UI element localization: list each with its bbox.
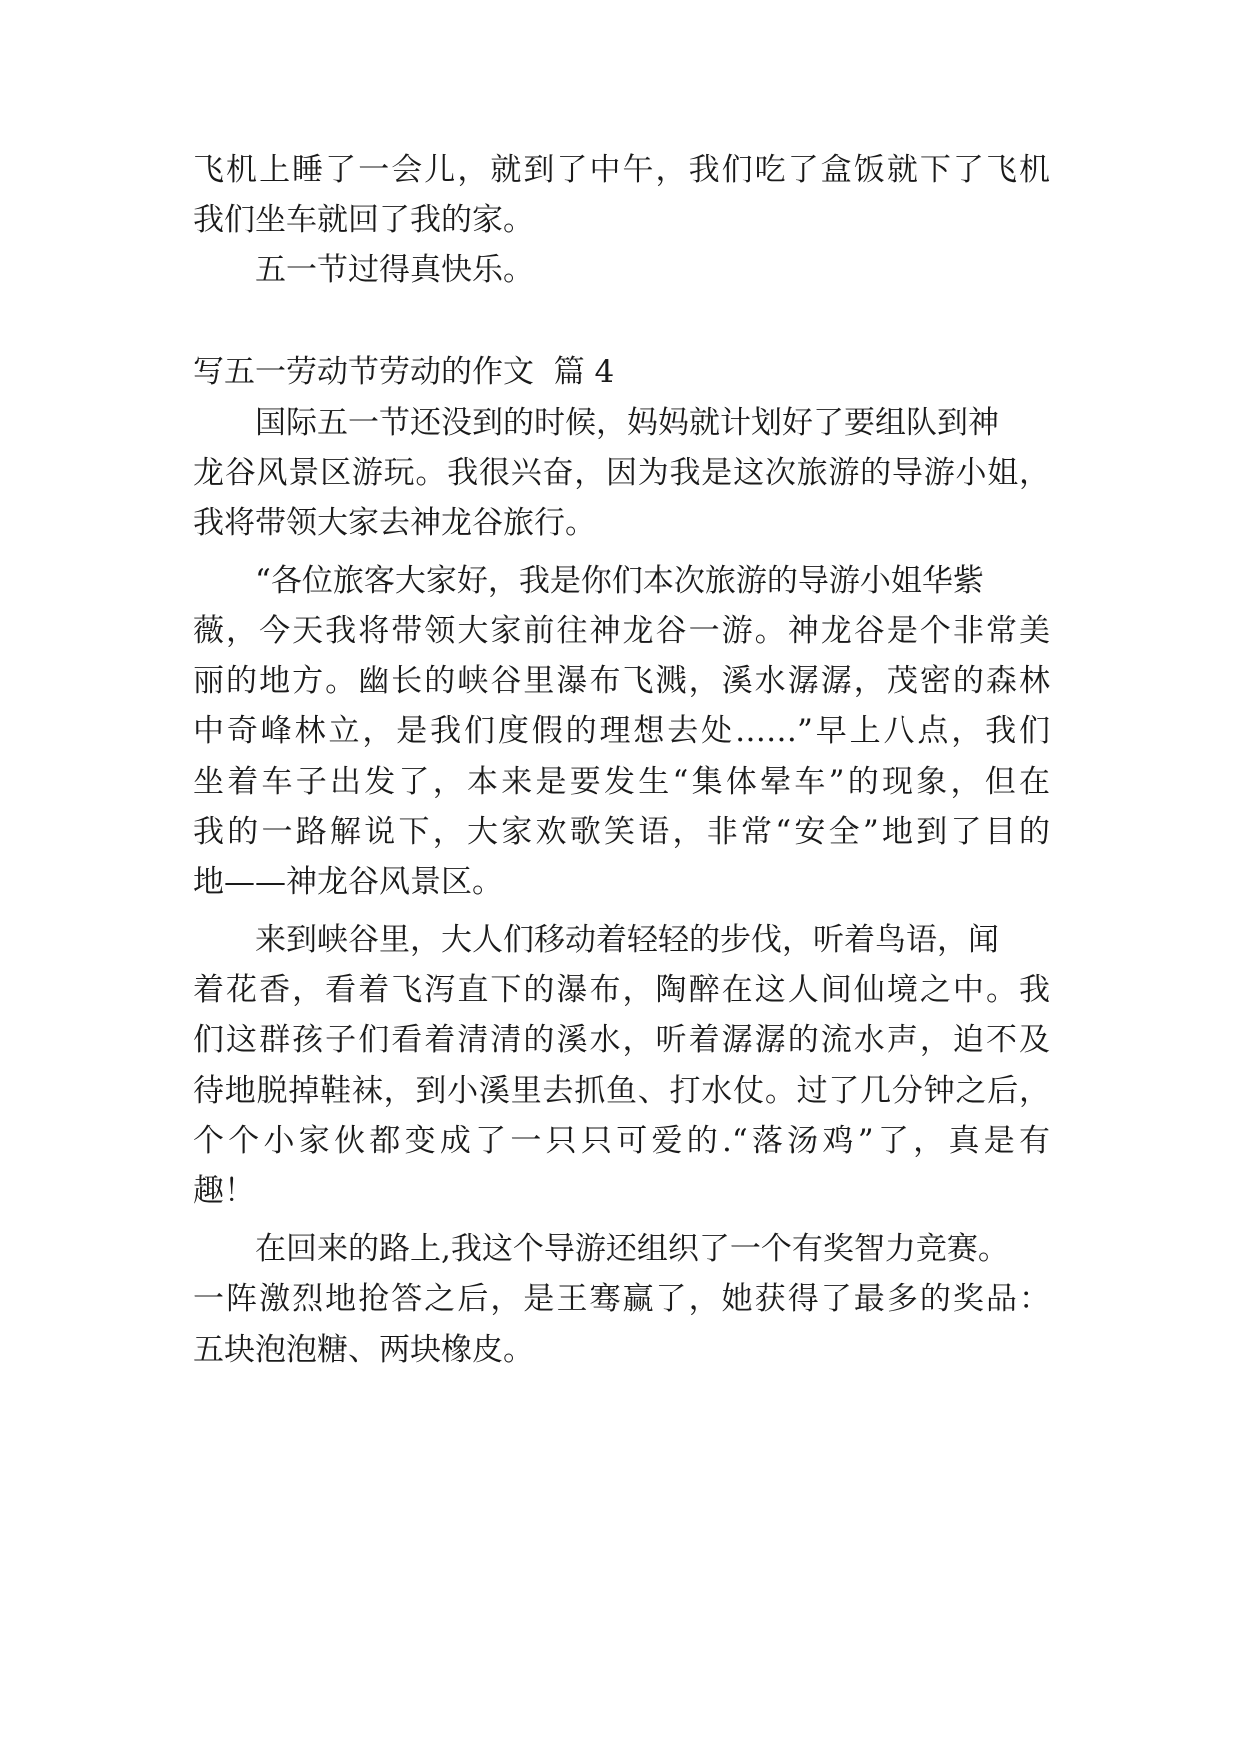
paragraph-line: 薇，今天我将带领大家前往神龙谷一游。神龙谷是个非常美 [193, 613, 1050, 649]
paragraph-line: 坐着车子出发了，本来是要发生“集体晕车”的现象，但在 [193, 764, 1050, 800]
text-line: 我们坐车就回了我的家。 [193, 202, 534, 238]
paragraph-line: 趣！ [193, 1173, 255, 1209]
paragraph-line: 在回来的路上,我这个导游还组织了一个有奖智力竞赛。 [255, 1231, 1009, 1267]
paragraph-line: 待地脱掉鞋袜，到小溪里去抓鱼、打水仗。过了几分钟之后， [193, 1073, 1050, 1109]
paragraph-line: 我将带领大家去神龙谷旅行。 [193, 505, 596, 541]
paragraph-line: 个个小家伙都变成了一只只可爱的.“落汤鸡”了，真是有 [193, 1123, 1050, 1159]
paragraph-line: 中奇峰林立，是我们度假的理想去处……”早上八点，我们 [193, 713, 1050, 749]
paragraph-line: 国际五一节还没到的时候，妈妈就计划好了要组队到神 [255, 405, 999, 441]
paragraph-line: 龙谷风景区游玩。我很兴奋，因为我是这次旅游的导游小姐， [193, 455, 1050, 491]
paragraph-line: 着花香，看着飞泻直下的瀑布，陶醉在这人间仙境之中。我 [193, 972, 1050, 1008]
paragraph-line: “各位旅客大家好，我是你们本次旅游的导游小姐华紫 [255, 563, 984, 599]
paragraph-line: 地——神龙谷风景区。 [193, 864, 503, 900]
section-heading: 写五一劳动节劳动的作文 篇 4 [193, 354, 615, 390]
text-line: 五一节过得真快乐。 [255, 252, 534, 288]
paragraph-line: 来到峡谷里，大人们移动着轻轻的步伐，听着鸟语，闻 [255, 922, 999, 958]
paragraph-line: 一阵激烈地抢答之后，是王骞赢了，她获得了最多的奖品： [193, 1281, 1050, 1317]
paragraph-line: 们这群孩子们看着清清的溪水，听着潺潺的流水声，迫不及 [193, 1022, 1050, 1058]
paragraph-line: 丽的地方。幽长的峡谷里瀑布飞溅，溪水潺潺，茂密的森林 [193, 663, 1050, 699]
text-line: 飞机上睡了一会儿，就到了中午，我们吃了盒饭就下了飞机 [193, 152, 1050, 188]
paragraph-line: 五块泡泡糖、两块橡皮。 [193, 1332, 534, 1368]
paragraph-line: 我的一路解说下，大家欢歌笑语，非常“安全”地到了目的 [193, 814, 1050, 850]
